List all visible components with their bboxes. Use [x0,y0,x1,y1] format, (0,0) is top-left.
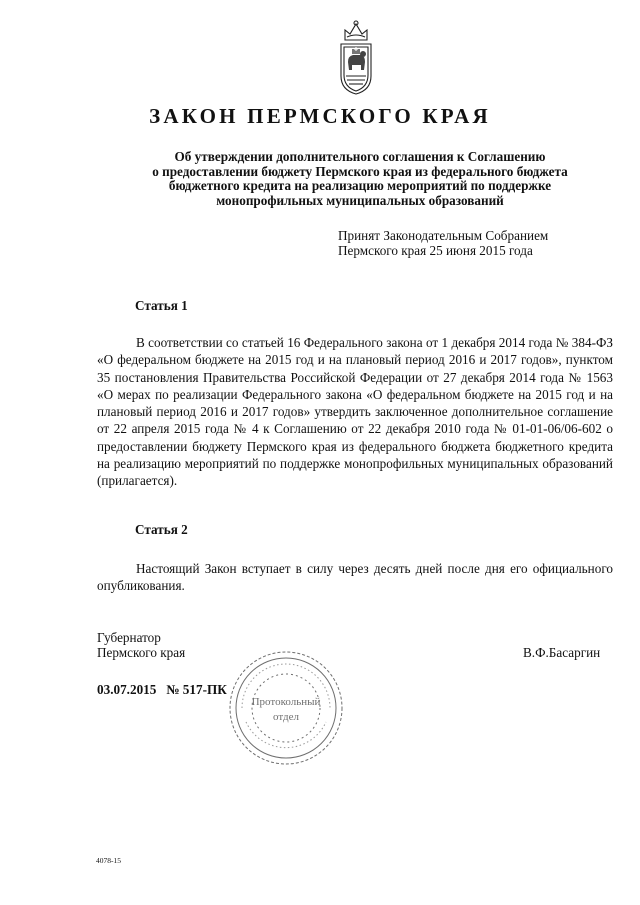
subtitle-line: монопрофильных муниципальных образований [216,192,504,208]
article-2-text: Настоящий Закон вступает в силу через десять дней после дня его официального опубликования. [97,561,613,594]
law-number: 03.07.2015 № 517-ПК [97,682,227,697]
signatory-position [97,631,185,660]
acceptance-line: Пермского края 25 июня 2015 года [338,243,533,258]
subtitle-line: бюджетного кредита на реализацию мероприятий по поддержке [168,178,552,193]
position-line: Губернатор [97,630,161,645]
footer-code: 4078-15 [96,856,121,865]
article-1-text: В соответствии со статьей 16 Федерального закона от 1 декабря 2014 года № 384-ФЗ «О федеральном бюджете на 2015 год и на плановый период 2016 и 2017 годов», пунктом 35 постановления Правительства Российской Федерации от 27 декабря 2014 года № 1563 «О мерах по реализации Федерального закона «О федеральном бюджете на 2015 год и на плановый период 2016 и 2017 годов» утвердить заключенное дополнительное соглашение от 22 апреля 2015 года № 4 к Соглашению от 22 декабря 2010 года № 01-01-06/06-602 о предоставлении бюджету Пермского края из федерального бюджета бюджетного кредита на реализацию мероприятий по поддержке монопрофильных муниципальных образований (прилагается). [97,335,613,489]
stamp-text: отдел [273,711,299,723]
subtitle-line: о предоставлении бюджету Пермского края из федерального бюджета [152,163,568,179]
document-title: ЗАКОН ПЕРМСКОГО КРАЯ [149,104,491,128]
perm-coat-of-arms-emblem [333,18,379,98]
article-1-heading: Статья 1 [135,298,188,313]
acceptance-note [338,228,618,258]
round-stamp-icon [226,648,346,768]
subtitle-line: Об утверждении дополнительного соглашения к Соглашению [174,149,546,164]
stamp-text: Протокольный [251,696,321,708]
acceptance-line: Принят Законодательным Собранием [338,228,549,243]
document-subtitle [100,150,620,208]
article-2-heading: Статья 2 [135,522,188,537]
signatory-name: В.Ф.Басаргин [523,645,601,660]
position-line: Пермского края [97,644,186,660]
